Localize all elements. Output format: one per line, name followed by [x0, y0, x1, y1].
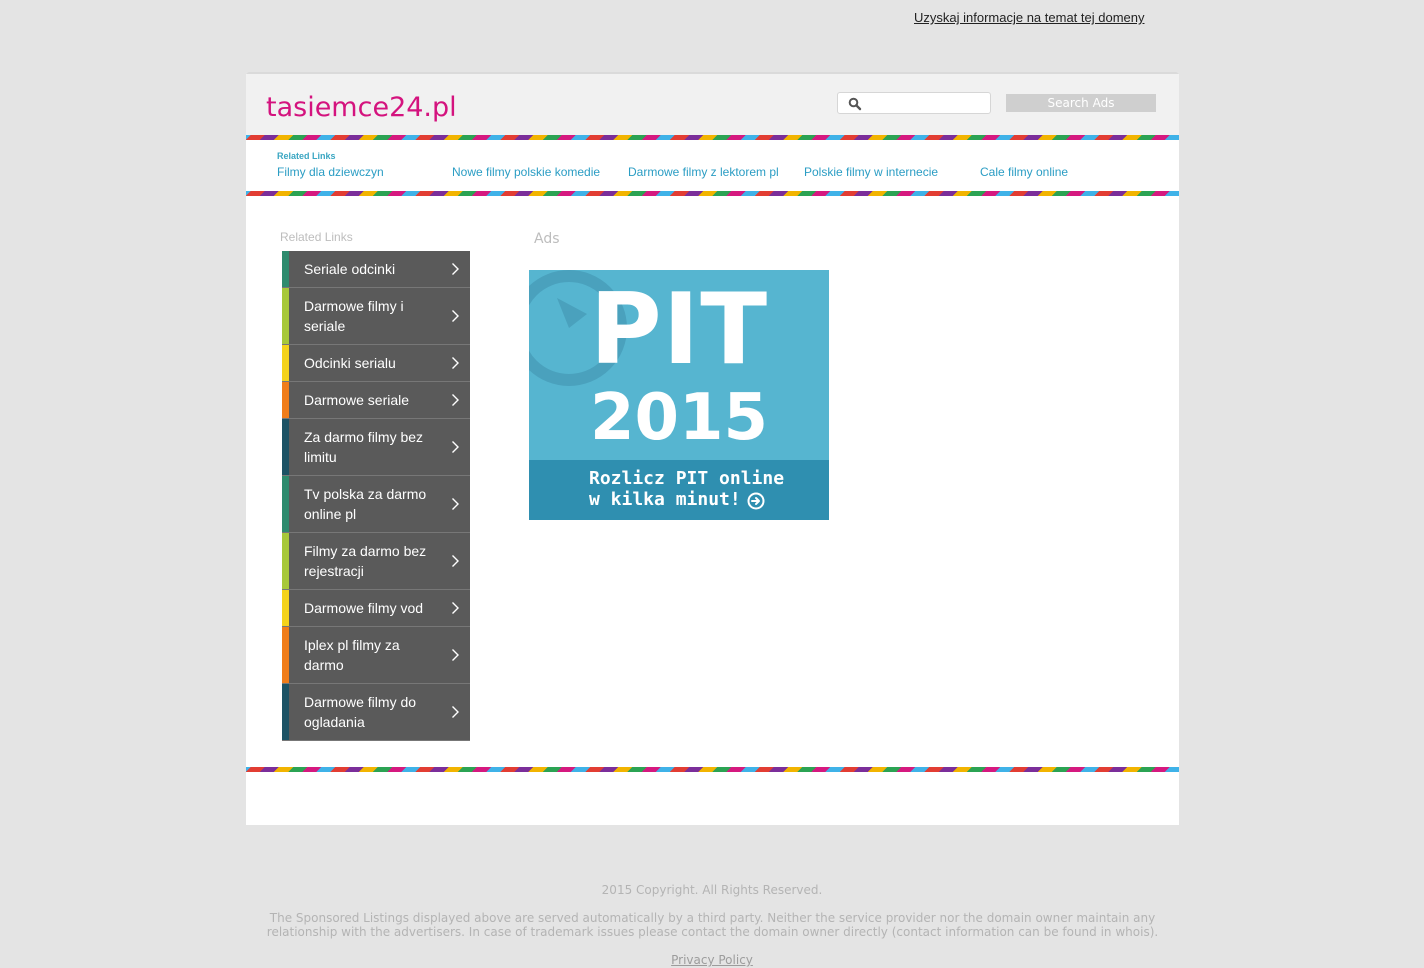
chevron-right-icon [451, 705, 460, 719]
menu-item-label: Darmowe filmy i seriale [304, 298, 404, 334]
ad-headline-pit: PIT [589, 273, 769, 387]
chevron-right-icon [451, 262, 460, 276]
menu-item-color-bar [282, 382, 289, 418]
chevron-right-icon [451, 309, 460, 323]
header-top-line [246, 72, 1179, 74]
menu-item-color-bar [282, 684, 289, 740]
domain-info-link[interactable]: Uzyskaj informacje na temat tej domeny [914, 10, 1145, 25]
menu-item-label: Iplex pl filmy za darmo [304, 637, 400, 673]
menu-item-label: Za darmo filmy bez limitu [304, 429, 424, 465]
menu-item-label: Seriale odcinki [304, 261, 396, 277]
menu-item-label: Odcinki serialu [304, 355, 396, 371]
menu-item-label: Darmowe seriale [304, 392, 410, 408]
menu-item-label: Filmy za darmo bez rejestracji [304, 543, 427, 579]
ads-label: Ads [534, 231, 560, 247]
search-icon [848, 97, 862, 111]
top-related-link[interactable]: Filmy dla dziewczyn [277, 165, 384, 179]
sidebar-menu-item[interactable] [282, 684, 470, 741]
ad-banner[interactable] [529, 270, 829, 520]
card-footer [246, 772, 1179, 825]
top-related-links-label: Related Links [277, 151, 336, 161]
sidebar-menu-item[interactable] [282, 288, 470, 345]
menu-item-color-bar [282, 533, 289, 589]
chevron-right-icon [451, 554, 460, 568]
sidebar-related-links-label: Related Links [280, 230, 353, 244]
chevron-right-icon [451, 356, 460, 370]
stripe-divider-top [246, 135, 1179, 140]
main-card [246, 72, 1179, 825]
header [246, 72, 1179, 135]
chevron-right-icon [451, 497, 460, 511]
sidebar-menu-item[interactable] [282, 627, 470, 684]
arrow-right-circle-icon [747, 492, 765, 510]
search-ads-button[interactable]: Search Ads [1006, 94, 1156, 112]
sidebar-menu-item[interactable] [282, 476, 470, 533]
copyright-text: 2015 Copyright. All Rights Reserved. [601, 883, 823, 897]
sidebar-menu-item[interactable] [282, 419, 470, 476]
chevron-right-icon [451, 440, 460, 454]
ad-cta-line-1: Rozlicz PIT online [589, 468, 785, 489]
menu-item-color-bar [282, 345, 289, 381]
search-input[interactable] [866, 95, 988, 113]
sidebar-menu-item[interactable] [282, 590, 470, 627]
menu-item-label: Darmowe filmy do ogladania [304, 694, 417, 730]
menu-item-label: Darmowe filmy vod [304, 600, 424, 616]
menu-item-color-bar [282, 476, 289, 532]
sidebar-menu-item[interactable] [282, 533, 470, 590]
top-related-link[interactable]: Polskie filmy w internecie [804, 165, 939, 179]
menu-item-color-bar [282, 251, 289, 287]
top-related-link[interactable]: Darmowe filmy z lektorem pl [628, 165, 779, 179]
sidebar-menu-item[interactable] [282, 382, 470, 419]
chevron-right-icon [451, 648, 460, 662]
sidebar-menu [282, 251, 470, 741]
menu-item-label: Tv polska za darmo online pl [304, 486, 427, 522]
menu-item-color-bar [282, 590, 289, 626]
privacy-policy-link[interactable]: Privacy Policy [671, 953, 753, 967]
ad-cta-line-2: w kilka minut! [589, 489, 741, 510]
sidebar-menu-item[interactable] [282, 345, 470, 382]
menu-item-color-bar [282, 419, 289, 475]
site-title[interactable]: tasiemce24.pl [266, 92, 457, 123]
stripe-divider-links [246, 191, 1179, 196]
search-box[interactable] [837, 92, 991, 114]
menu-item-color-bar [282, 627, 289, 683]
privacy-policy-container [0, 953, 1424, 967]
disclaimer-text: The Sponsored Listings displayed above are served automatically by a third party. Neither the service provider nor the domain owner maintain any relationship with the advertisers. In case of trademark issues please contact the domain owner directly (contact information can be found in whois). [266, 911, 1159, 939]
ad-headline-year: 2015 [589, 381, 769, 455]
chevron-right-icon [451, 393, 460, 407]
chevron-right-icon [451, 601, 460, 615]
menu-item-color-bar [282, 288, 289, 344]
top-related-link[interactable]: Nowe filmy polskie komedie [452, 165, 601, 179]
sidebar-menu-item[interactable] [282, 251, 470, 288]
top-related-link[interactable]: Cale filmy online [980, 165, 1069, 179]
